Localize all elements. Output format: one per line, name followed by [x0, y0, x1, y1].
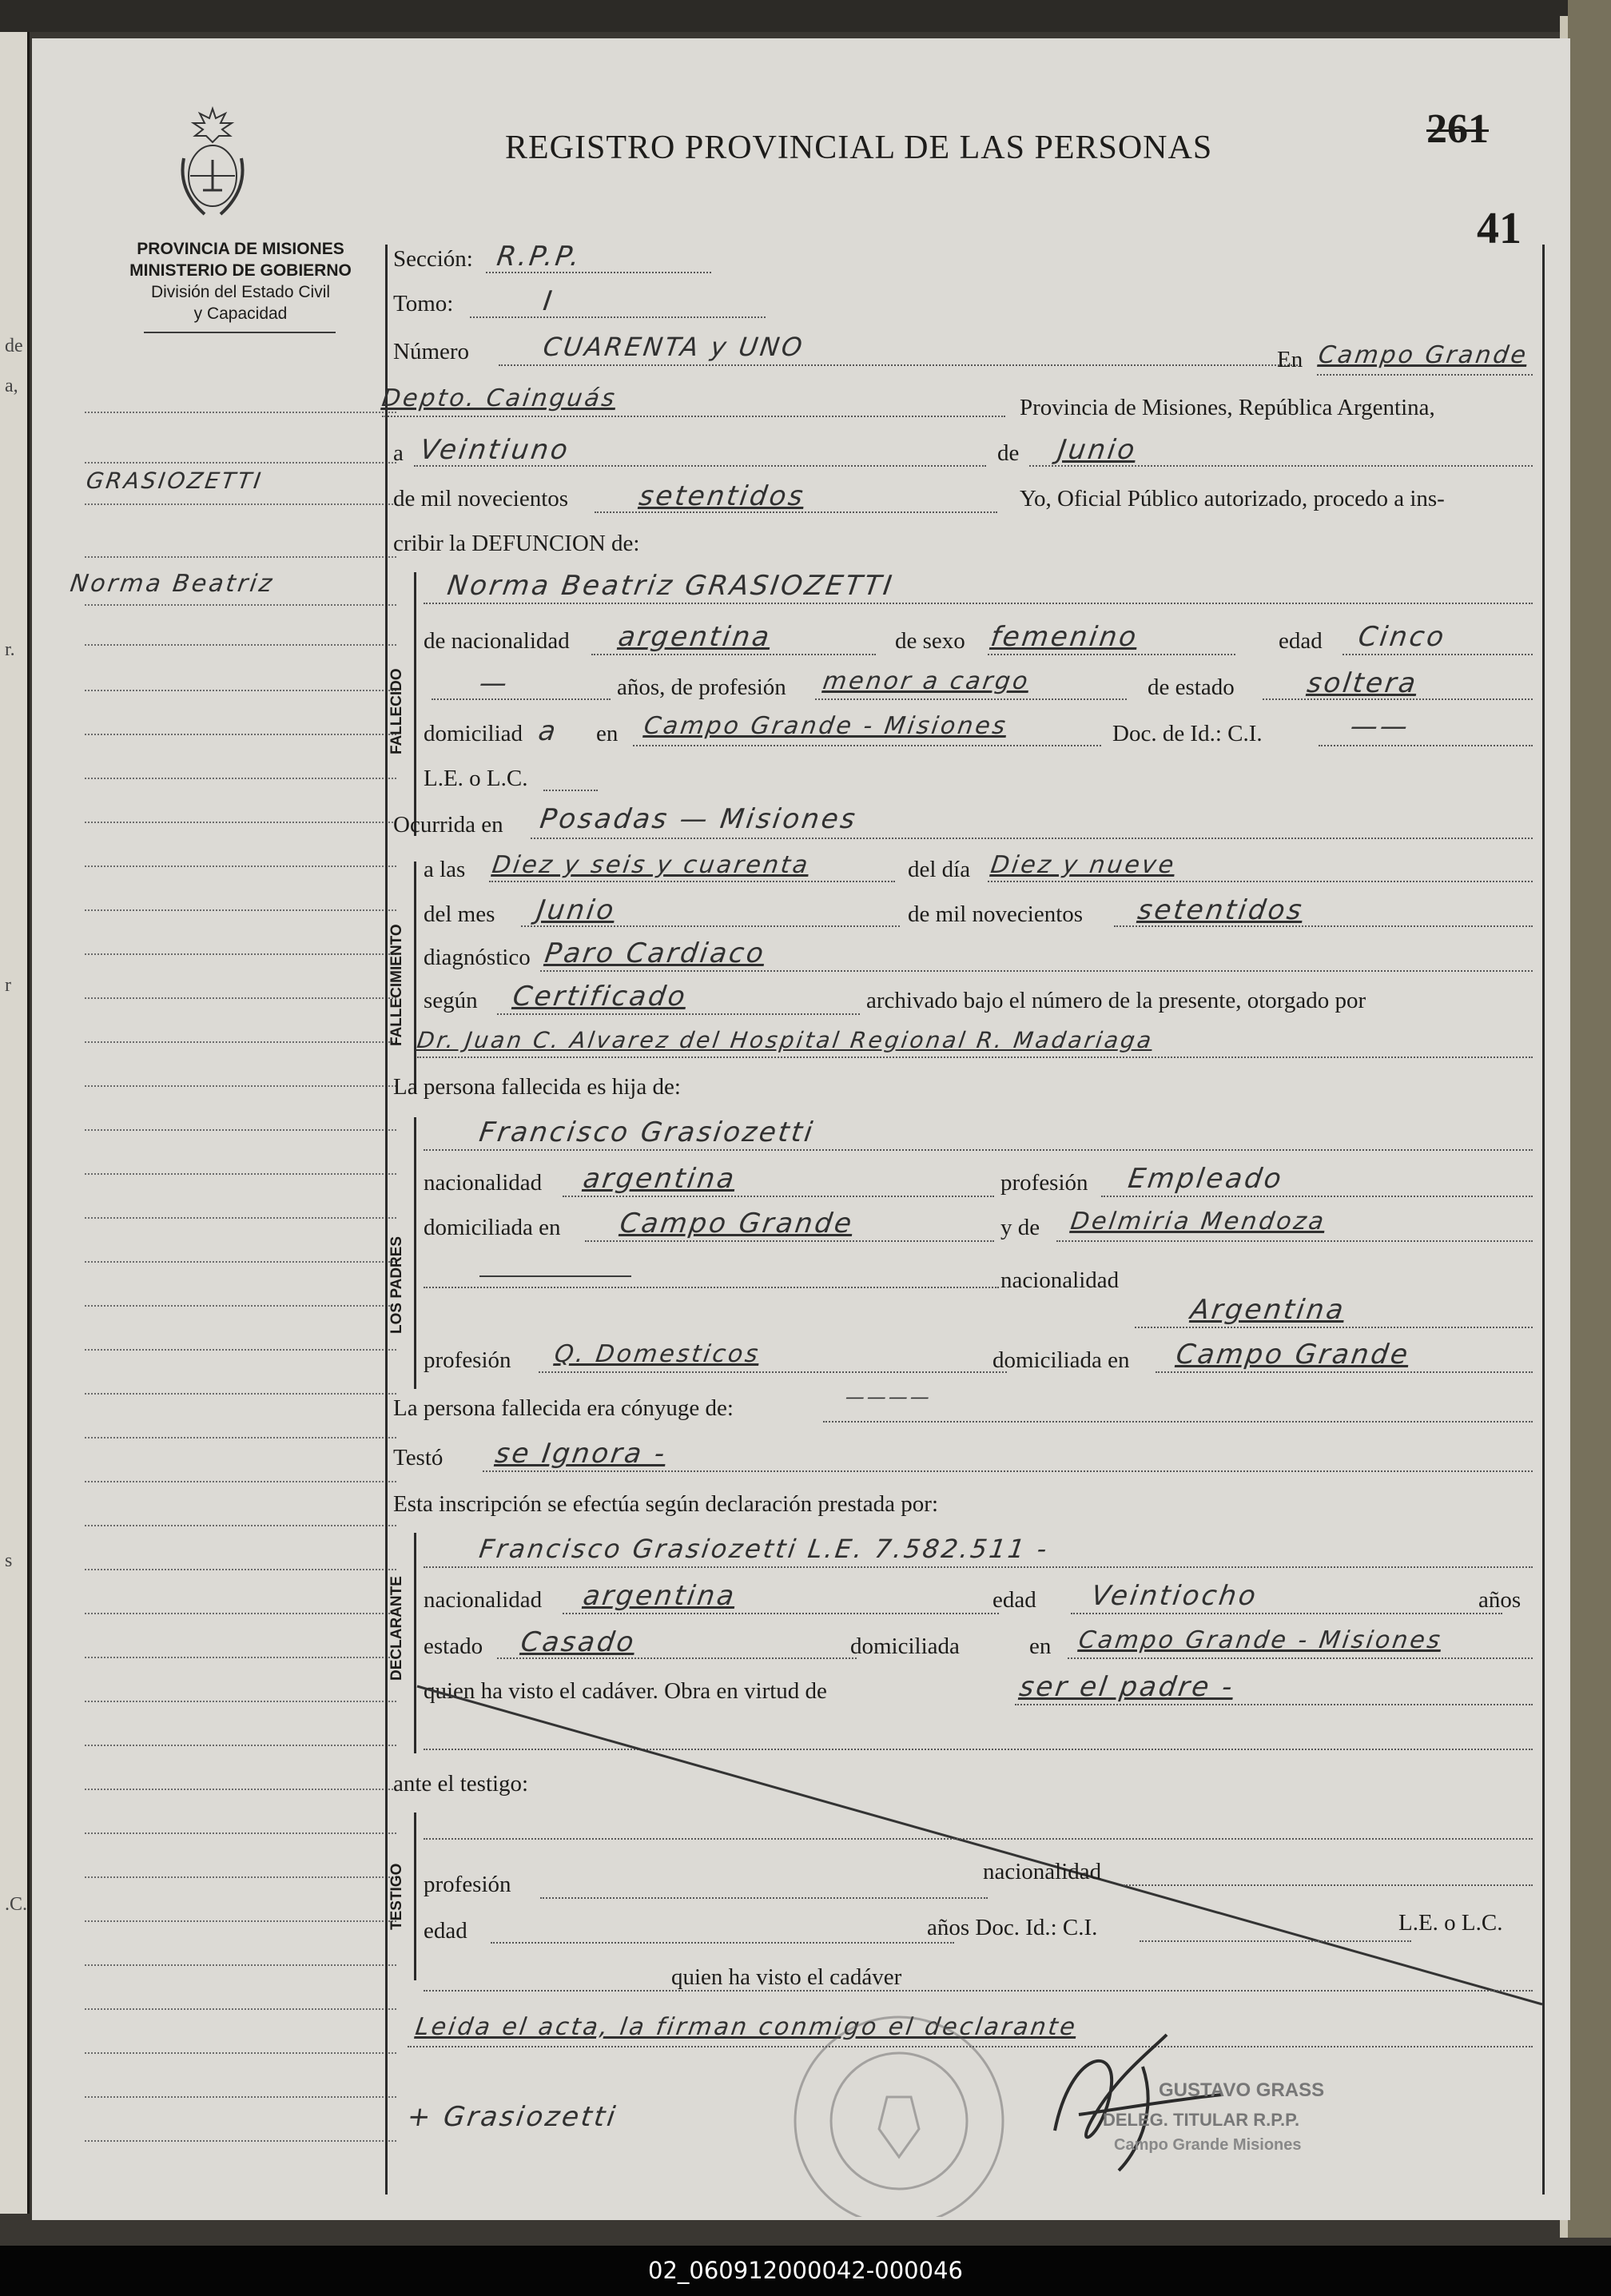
label-en-domicilio: en [596, 721, 619, 746]
section-label-padres: LOS PADRES [388, 1236, 405, 1335]
label-anos-profesion: años, de profesión [617, 674, 786, 700]
value-conyuge: ———— [844, 1386, 933, 1408]
org-line-4: y Capacidad [193, 304, 288, 323]
value-numero: CUARENTA y UNO [541, 332, 807, 362]
value-estado: soltera [1305, 667, 1420, 699]
label-ocurrida-en: Ocurrida en [393, 812, 503, 838]
label-domiciliada: domiciliada [850, 1633, 960, 1659]
label-quien-cadaver-2: quien ha visto el cadáver [671, 1964, 902, 1990]
value-edad-dash: — [477, 667, 511, 699]
line-testigo-edad [491, 1942, 954, 1944]
label-en-declarante: en [1029, 1633, 1052, 1659]
value-segun: Certificado [511, 981, 690, 1013]
value-depto: Depto. Cainguás [380, 384, 619, 412]
label-del-mes: del mes [424, 901, 495, 927]
label-de-mil: de mil novecientos [393, 486, 569, 511]
value-madre: Delmiria Mendoza [1068, 1208, 1328, 1236]
value-anio: setentidos [637, 480, 808, 512]
label-seccion: Sección: [393, 246, 473, 272]
book-cover-edge [1568, 0, 1611, 2238]
label-conyuge: La persona fallecida era cónyuge de: [393, 1395, 734, 1421]
image-filename: 02_060912000042-000046 [648, 2257, 963, 2284]
previous-page-edge: de a, r. r s .C. [0, 32, 30, 2214]
value-seccion: R.P.P. [495, 241, 584, 273]
label-testigo-le-lc: L.E. o L.C. [1398, 1910, 1503, 1936]
record-number: 41 [1477, 204, 1522, 253]
label-testigo-nacionalidad: nacionalidad [983, 1859, 1102, 1884]
label-a: a [393, 440, 404, 466]
value-padre-nacionalidad: argentina [581, 1163, 738, 1195]
section-label-declarante: DECLARANTE [388, 1576, 405, 1681]
binder-top [0, 0, 1611, 32]
label-de-nacionalidad: de nacionalidad [424, 628, 570, 654]
margin-surname: GRASIOZETTI [84, 468, 265, 494]
label-anos-doc: años Doc. Id.: C.I. [927, 1915, 1098, 1940]
label-madre-nacionalidad: nacionalidad [1000, 1267, 1120, 1293]
label-de-estado: de estado [1148, 674, 1235, 700]
label-de-mil-fall: de mil novecientos [908, 901, 1084, 927]
value-domicilio: Campo Grande - Misiones [642, 712, 1010, 740]
section-label-fallecimiento: FALLECIMIENTO [388, 924, 405, 1047]
label-a-las: a las [424, 857, 466, 882]
value-declarante-edad: Veintiocho [1089, 1580, 1260, 1612]
value-hora: Diez y seis y cuarenta [490, 851, 812, 879]
label-tomo: Tomo: [393, 291, 454, 316]
value-padre-domicilio: Campo Grande [618, 1208, 856, 1240]
value-nacionalidad: argentina [616, 621, 774, 653]
value-declarante-nacionalidad: argentina [581, 1580, 738, 1612]
value-otorgado-por: Dr. Juan C. Alvarez del Hospital Regional R. Madariaga [415, 1027, 1156, 1053]
value-obra-virtud: ser el padre - [1017, 1671, 1237, 1703]
label-quien-cadaver: quien ha visto el cadáver. Obra en virtud de [424, 1678, 827, 1704]
value-testo: se Ignora - [493, 1438, 670, 1470]
value-tomo: I [541, 285, 556, 317]
official-seal-icon [767, 2001, 1031, 2217]
label-padre-profesion: profesión [1000, 1170, 1088, 1196]
value-firma: + Grasiozetti [405, 2101, 620, 2133]
death-certificate-page [32, 38, 1570, 2220]
cancellation-diagonal [32, 38, 1570, 2220]
line-testigo-profesion [540, 1897, 988, 1899]
value-fallecido-nombre: Norma Beatriz GRASIOZETTI [445, 570, 897, 602]
label-declarante-edad: edad [992, 1587, 1036, 1613]
label-padre-domicilio: domiciliada en [424, 1215, 561, 1240]
label-madre-profesion: profesión [424, 1347, 511, 1373]
label-padre-nacionalidad: nacionalidad [424, 1170, 543, 1196]
line-testigo-cadaver [424, 1990, 1533, 1992]
label-testigo-profesion: profesión [424, 1872, 511, 1897]
label-ante-testigo: ante el testigo: [393, 1771, 529, 1797]
image-filename-footer [0, 2246, 1611, 2296]
label-anos: años [1478, 1587, 1522, 1613]
value-mes: Junio [1056, 434, 1140, 466]
value-madre-domicilio: Campo Grande [1174, 1339, 1412, 1371]
stamp-line-2: DELEG. TITULAR R.P.P. [1103, 2110, 1300, 2130]
label-segun: según [424, 988, 478, 1013]
value-madre-nacionalidad: Argentina [1188, 1294, 1348, 1326]
value-declarante: Francisco Grasiozetti L.E. 7.582.511 - [477, 1534, 1052, 1564]
label-del-dia: del día [908, 857, 971, 882]
label-testo: Testó [393, 1445, 444, 1470]
page-title: REGISTRO PROVINCIAL DE LAS PERSONAS [505, 129, 1213, 166]
value-en: Campo Grande [1316, 341, 1530, 369]
line-testigo-doc [1140, 1940, 1411, 1942]
value-domicilio-sufijo: a [536, 715, 560, 747]
section-label-fallecido: FALLECIDO [388, 668, 405, 754]
value-diagnostico: Paro Cardiaco [543, 937, 768, 969]
label-domiciliad: domiciliad [424, 721, 523, 746]
label-edad: edad [1279, 628, 1323, 654]
label-hija-de: La persona fallecida es hija de: [393, 1074, 681, 1100]
label-cribir: cribir la DEFUNCION de: [393, 531, 640, 556]
org-line-3: División del Estado Civil [150, 283, 331, 301]
label-madre-domicilio: domiciliada en [992, 1347, 1130, 1373]
value-declarante-estado: Casado [519, 1626, 638, 1658]
value-mes-fall: Junio [535, 894, 619, 926]
value-padre-profesion: Empleado [1126, 1163, 1286, 1195]
margin-given-names: Norma Beatriz [68, 570, 276, 598]
line-testigo-nombre [424, 1838, 1533, 1840]
value-sexo: femenino [988, 621, 1141, 653]
label-de-sexo: de sexo [895, 628, 965, 654]
label-testigo-edad: edad [424, 1918, 467, 1944]
value-dia: Veintiuno [418, 434, 572, 466]
section-bracket [414, 1813, 416, 1980]
value-madre-profesion: Q. Domesticos [552, 1340, 762, 1368]
label-y-de: y de [1000, 1215, 1040, 1240]
line-testigo-nacionalidad [1124, 1884, 1533, 1886]
label-esta-inscripcion: Esta inscripción se efectúa según declaración prestada por: [393, 1491, 939, 1517]
value-declarante-domicilio: Campo Grande - Misiones [1076, 1626, 1445, 1654]
label-numero: Número [393, 339, 470, 364]
value-edad: Cinco [1356, 621, 1449, 653]
label-diagnostico: diagnóstico [424, 945, 531, 970]
label-archivado: archivado bajo el número de la presente, otorgado por [866, 988, 1366, 1013]
value-cierre: Leida el acta, la firman conmigo el declarante [413, 2013, 1080, 2041]
section-label-testigo: TESTIGO [388, 1863, 405, 1930]
value-dia-fall: Diez y nueve [988, 851, 1178, 879]
value-anio-fall: setentidos [1136, 894, 1307, 926]
stamp-line-3: Campo Grande Misiones [1114, 2136, 1302, 2154]
org-line-1: PROVINCIA DE MISIONES [137, 240, 344, 258]
org-line-2: MINISTERIO DE GOBIERNO [129, 261, 352, 280]
stamp-line-1: GUSTAVO GRASS [1159, 2079, 1325, 2101]
label-declarante-nacionalidad: nacionalidad [424, 1587, 543, 1613]
value-profesion: menor a cargo [821, 667, 1032, 695]
label-de: de [997, 440, 1020, 466]
old-record-number: 261 [1426, 106, 1489, 152]
label-le-lc: L.E. o L.C. [424, 766, 528, 791]
value-doc-dash: —— [1348, 710, 1412, 742]
label-estado: estado [424, 1633, 483, 1659]
label-provincia: Provincia de Misiones, República Argentina, [1020, 395, 1435, 420]
label-yo: Yo, Oficial Público autorizado, procedo a ins- [1020, 486, 1445, 511]
value-padre: Francisco Grasiozetti [477, 1116, 817, 1148]
label-doc-id: Doc. de Id.: C.I. [1112, 721, 1263, 746]
value-ocurrida-en: Posadas — Misiones [538, 803, 860, 835]
label-en: En [1277, 347, 1303, 372]
